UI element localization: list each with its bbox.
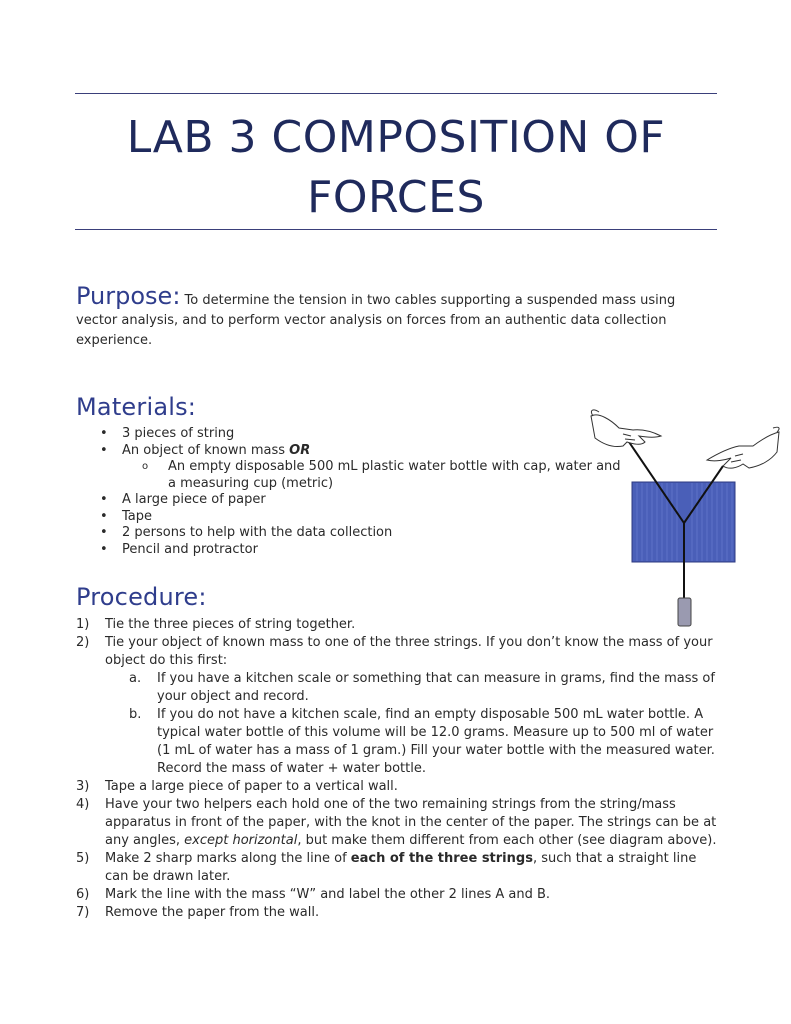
- list-item: [76, 778, 721, 796]
- purpose-section: [76, 282, 716, 351]
- page-title: [75, 108, 717, 228]
- top-rule: [75, 93, 717, 94]
- sub-bullet-icon: o: [142, 461, 149, 472]
- step-emphasis: except horizontal: [184, 833, 298, 848]
- step-number: 5): [76, 851, 90, 866]
- list-item: [92, 542, 632, 559]
- step-number: 4): [76, 797, 90, 812]
- list-subitem: [92, 459, 632, 492]
- step-text: Tie the three pieces of string together.: [105, 617, 356, 632]
- step-text: Tie your object of known mass to one of the three strings. If you don’t know the mass of your object do this first:: [105, 635, 713, 668]
- list-item: [76, 850, 721, 886]
- list-subitem: [76, 706, 721, 778]
- step-letter: b.: [129, 707, 142, 722]
- material-text: Pencil and protractor: [122, 541, 258, 557]
- material-text: 3 pieces of string: [122, 426, 235, 441]
- procedure-heading: Procedure:: [76, 583, 207, 611]
- step-emphasis: each of the three strings: [350, 851, 533, 866]
- left-glove-hand-icon: [591, 410, 661, 447]
- step-text: Make 2 sharp marks along the line of: [105, 851, 351, 866]
- step-letter: a.: [129, 671, 142, 686]
- step-number: 3): [76, 779, 90, 794]
- material-or: OR: [289, 442, 311, 458]
- bottom-rule: [75, 229, 717, 230]
- list-item: [92, 426, 632, 443]
- bullet-icon: •: [100, 442, 108, 458]
- step-text: Remove the paper from the wall.: [105, 905, 320, 920]
- list-item: [92, 509, 632, 526]
- title-line-1: LAB 3 COMPOSITION OF: [126, 112, 666, 163]
- step-text: Tape a large piece of paper to a vertical wall.: [105, 779, 398, 794]
- list-item: [76, 886, 721, 904]
- bullet-icon: •: [100, 426, 108, 441]
- force-diagram: [583, 402, 783, 632]
- material-text: An empty disposable 500 mL plastic water bottle with cap, water and a measuring cup (metric): [168, 459, 621, 491]
- materials-heading: Materials:: [76, 393, 197, 421]
- list-item: [76, 796, 721, 850]
- material-text: An object of known mass: [122, 442, 290, 458]
- bullet-icon: •: [100, 525, 108, 540]
- purpose-text: To determine the tension in two cables supporting a suspended mass using vector analysis, and to perform vector analysis on forces from an authentic data collection experience.: [76, 293, 676, 348]
- bullet-icon: •: [100, 492, 108, 507]
- list-item: [76, 634, 721, 670]
- step-number: 1): [76, 617, 90, 632]
- step-number: 6): [76, 887, 90, 902]
- list-item: [92, 492, 632, 509]
- step-text: Have your two helpers each hold one of the two remaining strings from the string/mass apparatus in front of the paper, with the knot in the center of the paper. The strings can be at any angles,: [105, 797, 717, 848]
- bullet-icon: •: [100, 541, 108, 557]
- materials-list: [92, 426, 632, 558]
- material-text: 2 persons to help with the data collection: [122, 525, 393, 540]
- material-text: Tape: [122, 508, 153, 524]
- step-text: If you do not have a kitchen scale, find an empty disposable 500 mL water bottle. A typical water bottle of this volume will be 12.0 grams. Measure up to 500 ml of water (1 mL of water has a mass of 1 gram.) Fill your water bottle with the measured water. Record the mass of water + water bottle.: [157, 707, 715, 776]
- title-line-2: FORCES: [307, 172, 485, 223]
- step-text: Mark the line with the mass “W” and label the other 2 lines A and B.: [105, 887, 551, 902]
- list-item: [92, 525, 632, 542]
- right-glove-hand-icon: [707, 427, 779, 468]
- list-item: [76, 616, 721, 634]
- step-text: , but make them different from each other (see diagram above).: [297, 833, 717, 848]
- purpose-heading: Purpose:: [76, 282, 181, 310]
- step-text: If you have a kitchen scale or something that can measure in grams, find the mass of your object and record.: [157, 671, 715, 704]
- step-text: , such that a straight line can be drawn later.: [105, 851, 697, 884]
- step-number: 2): [76, 635, 90, 650]
- procedure-list: [76, 616, 721, 922]
- list-item: [76, 904, 721, 922]
- list-item: [92, 443, 632, 460]
- bullet-icon: •: [100, 508, 108, 524]
- step-number: 7): [76, 905, 90, 920]
- material-text: A large piece of paper: [122, 492, 266, 507]
- list-subitem: [76, 670, 721, 706]
